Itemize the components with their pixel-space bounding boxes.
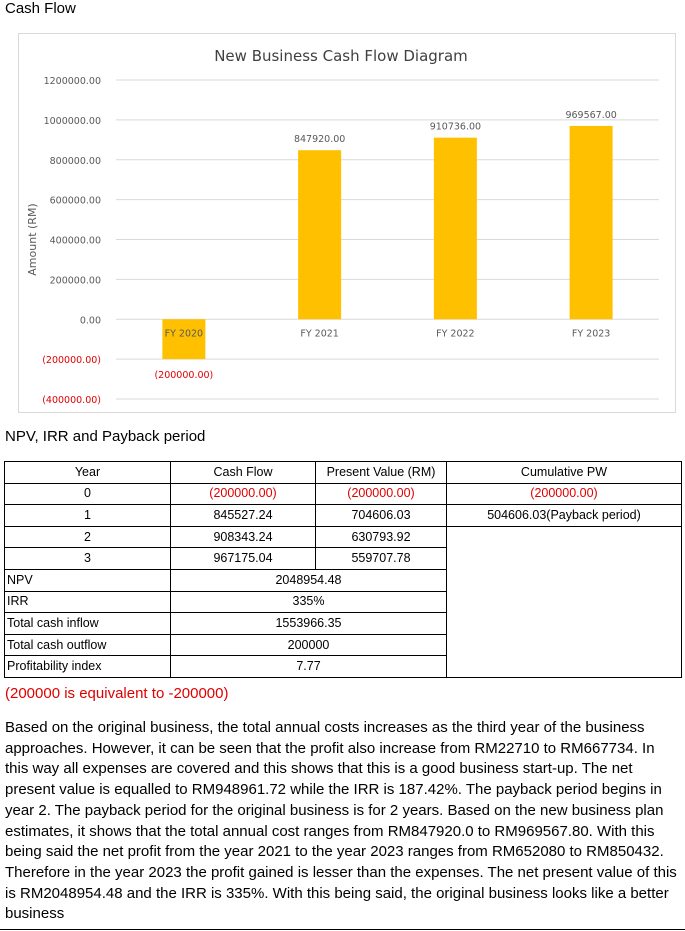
header-cumulative: Cumulative PW: [447, 462, 682, 484]
summary-label: IRR: [5, 591, 171, 613]
bar: [434, 138, 477, 320]
data-label: 969567.00: [565, 109, 617, 121]
cash-flow-chart: [18, 33, 676, 413]
y-tick-label: 1200000.00: [43, 76, 101, 87]
header-year: Year: [5, 462, 171, 484]
summary-value: 335%: [171, 591, 447, 613]
x-tick-label: FY 2020: [164, 328, 204, 340]
y-tick-label: 400000.00: [49, 235, 101, 247]
y-axis-label: Amount (RM): [26, 203, 39, 276]
y-tick-label: 800000.00: [49, 155, 101, 167]
cell-cumulative: 504606.03(Payback period): [447, 505, 682, 527]
chart-canvas: [19, 34, 675, 412]
bar: [570, 126, 613, 319]
cell-year: 2: [5, 526, 171, 548]
cash-flow-heading: Cash Flow: [5, 0, 76, 17]
header-cash-flow: Cash Flow: [171, 462, 316, 484]
npv-table: [4, 461, 682, 678]
cell-year: 3: [5, 548, 171, 570]
summary-value: 7.77: [171, 656, 447, 678]
cell-cash-flow: 908343.24: [171, 526, 316, 548]
empty-cell: [447, 526, 682, 677]
cell-present-value: 559707.78: [316, 548, 447, 570]
analysis-paragraph: Based on the original business, the total annual costs increases as the third year of the business approaches. However, it can be seen that the profit also increase from RM22710 to RM667734. In this way all expenses are covered and this shows that this is a good business start-up. The net present value is equalled to RM948961.72 while the IRR is 187.42%. The payback period begins in year 2. The payback period for the original business is for 2 years. Based on the new business plan estimates, it shows that the total annual cost ranges from RM847920.0 to RM969567.80. With this being said the net profit from the year 2021 to the year 2023 ranges from RM652080 to RM850432. Therefore in the year 2023 the profit gained is lesser than the expenses. The net present value of this is RM2048954.48 and the IRR is 335%. With this being said, the original business looks like a better business: [5, 719, 677, 923]
table-row: [5, 505, 682, 527]
table-row: [5, 526, 682, 548]
cell-cash-flow: 845527.24: [171, 505, 316, 527]
summary-value: 2048954.48: [171, 569, 447, 591]
cell-cash-flow: 967175.04: [171, 548, 316, 570]
y-tick-label: 200000.00: [49, 275, 101, 287]
header-present-value: Present Value (RM): [316, 462, 447, 484]
bar: [298, 150, 341, 319]
y-tick-label: 0.00: [79, 315, 101, 327]
summary-label: NPV: [5, 569, 171, 591]
y-tick-label: 600000.00: [49, 195, 101, 207]
data-label: 910736.00: [429, 121, 482, 133]
data-label: 847920.00: [293, 134, 346, 146]
y-tick-label: (400000.00): [42, 395, 101, 406]
summary-value: 200000: [171, 634, 447, 656]
cell-present-value: 704606.03: [316, 505, 447, 527]
table-row: [5, 483, 682, 505]
summary-label: Total cash outflow: [5, 634, 171, 656]
npv-heading: NPV, IRR and Payback period: [5, 428, 206, 445]
data-label: (200000.00): [154, 370, 214, 382]
cell-cumulative: (200000.00): [447, 483, 682, 505]
chart-title: New Business Cash Flow Diagram: [214, 47, 468, 65]
x-tick-label: FY 2021: [300, 328, 339, 340]
cell-present-value: 630793.92: [316, 526, 447, 548]
cell-year: 1: [5, 505, 171, 527]
cell-cash-flow: (200000.00): [171, 483, 316, 505]
y-tick-label: 1000000.00: [43, 115, 101, 127]
summary-label: Profitability index: [5, 656, 171, 678]
x-tick-label: FY 2022: [436, 328, 475, 340]
summary-label: Total cash inflow: [5, 613, 171, 635]
equivalence-note: (200000 is equivalent to -200000): [5, 685, 229, 702]
table-header-row: [5, 462, 682, 484]
cell-present-value: (200000.00): [316, 483, 447, 505]
cell-year: 0: [5, 483, 171, 505]
bottom-divider: [0, 929, 685, 930]
x-tick-label: FY 2023: [571, 328, 611, 340]
y-tick-label: (200000.00): [42, 355, 101, 367]
summary-value: 1553966.35: [171, 613, 447, 635]
